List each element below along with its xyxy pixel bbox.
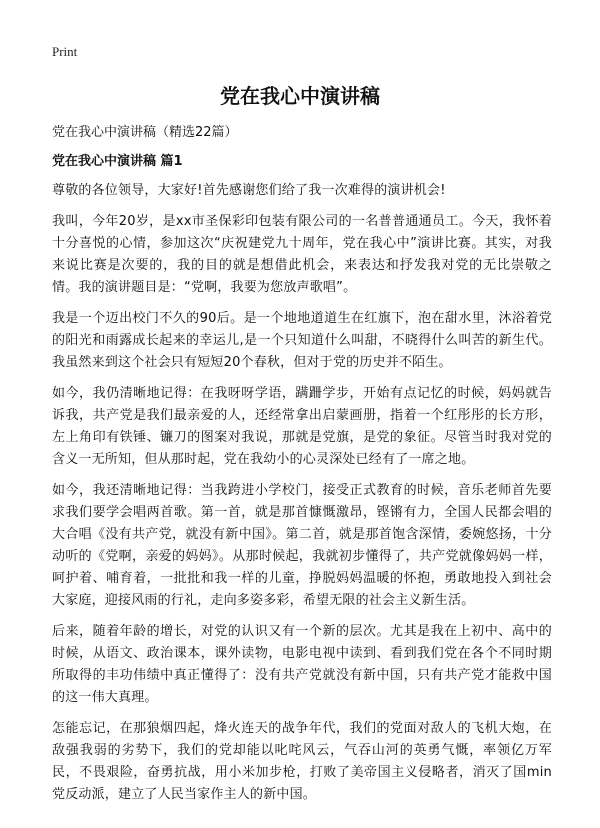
paragraph: 如今，我还清晰地记得：当我跨进小学校门，接受正式教育的时候，音乐老师首先要求我们要学会唱两首歌。第一首，就是那首慷慨激昂，铿锵有力，全国人民都会唱的大合唱《没有共产党，就没有新中国》。第二首，就是那首饱含深情，委婉悠扬，十分动听的《党啊，亲爱的妈妈》。从那时候起，我就初步懂得了，共产党就像妈妈一样，呵护着、哺育着，一批批和我一样的儿童，挣脱妈妈温暖的怀抱，勇敢地投入到社会大家庭，迎接风雨的行礼，走向多姿多彩，希望无限的社会主义新生活。 xyxy=(52,483,552,608)
document-body xyxy=(52,180,552,815)
print-link[interactable]: Print xyxy=(52,44,78,59)
paragraph: 我叫，今年20岁，是xx市圣保彩印包装有限公司的一名普普通通员工。今天，我怀着十分喜悦的心情，参加这次“庆祝建党九十周年，党在我心中”演讲比赛。其实，对我来说比赛是次要的，我的目的就是想借此机会，来表达和抒发我对党的无比崇敬之情。我的演讲题目是：“党啊，我要为您放声歌唱”。 xyxy=(52,214,552,295)
page-title: 党在我心中演讲稿 xyxy=(220,84,380,108)
paragraph: 我是一个迈出校门不久的90后。是一个地地道道生在红旗下，泡在甜水里，沐浴着党的阳光和雨露成长起来的幸运儿,是一个只知道什么叫甜，不晓得什么叫苦的新生代。我虽然来到这个社会只有短短20个春秋，但对于党的历史并不陌生。 xyxy=(52,311,552,370)
paragraph: 如今，我仍清晰地记得：在我呀呀学语，蹒跚学步，开始有点记忆的时候，妈妈就告诉我，共产党是我们最亲爱的人，还经常拿出启蒙画册，指着一个红彤彤的长方形，左上角印有铁锤、镰刀的图案对我说，那就是党旗，是党的象征。尽管当时我对党的含义一无所知，但从那时起，党在我幼小的心灵深处已经有了一席之地。 xyxy=(52,386,552,467)
document-subtitle: 党在我心中演讲稿（精选22篇） xyxy=(52,125,238,140)
paragraph: 后来，随着年龄的增长，对党的认识又有一个新的层次。尤其是我在上初中、高中的时候，从语文、政治课本，课外读物，电影电视中读到、看到我们党在各个不同时期所取得的丰功伟绩中真正懂得了：没有共产党就没有新中国，只有共产党才能救中国的这一伟大真理。 xyxy=(52,624,552,705)
paragraph: 尊敬的各位领导，大家好!首先感谢您们给了我一次难得的演讲机会! xyxy=(52,183,446,198)
section-heading: 党在我心中演讲稿 篇1 xyxy=(52,154,183,169)
paragraph: 怎能忘记，在那狼烟四起，烽火连天的战争年代，我们的党面对敌人的飞机大炮，在敌强我弱的劣势下，我们的党却能以叱咤风云，气吞山河的英勇气慨，率领亿万军民，不畏艰险，奋勇抗战，用小米加步枪，打败了美帝国主义侵略者，消灭了国min党反动派，建立了人民当家作主人的新中国。 xyxy=(52,721,552,802)
